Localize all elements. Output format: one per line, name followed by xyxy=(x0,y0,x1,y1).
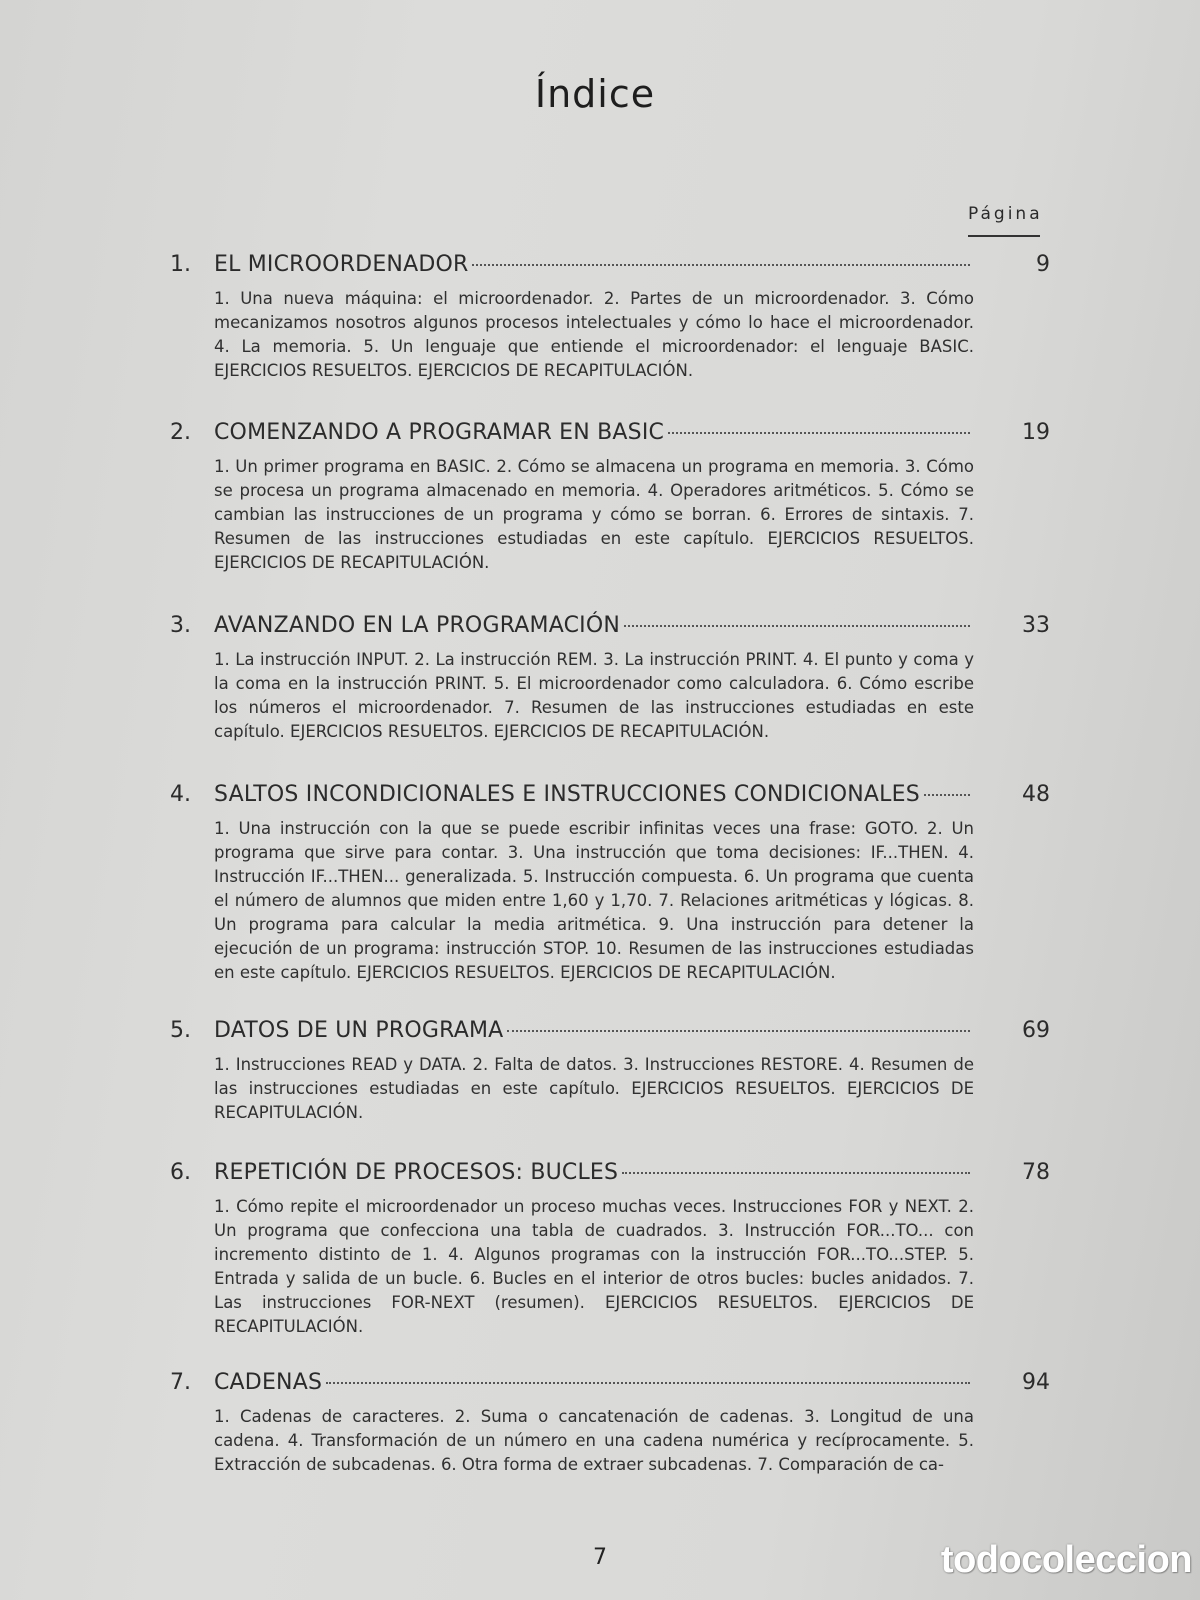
toc-entry-6 xyxy=(170,1160,1050,1339)
toc-entry-title: CADENAS xyxy=(214,1370,323,1395)
dot-leader xyxy=(472,264,970,266)
toc-entry-2 xyxy=(170,420,1050,575)
toc-entry-description: 1. Cómo repite el microordenador un proceso muchas veces. Instrucciones FOR y NEXT. 2. Un programa que confecciona una tabla de cuadrados. 3. Instrucción FOR...TO... con incremento distinto de 1. 4. Algunos programas con la instrucción FOR...TO...STEP. 5. Entrada y salida de un bucle. 6. Bucles en el interior de otros bucles: bucles anidados. 7. Las instrucciones FOR-NEXT (resumen). EJERCICIOS RESUELTOS. EJERCICIOS DE RECAPITULACIÓN. xyxy=(214,1197,974,1336)
toc-entry-title: REPETICIÓN DE PROCESOS: BUCLES xyxy=(214,1160,619,1185)
toc-entry-heading xyxy=(170,782,1050,807)
toc-entry-heading xyxy=(170,420,1050,445)
toc-entry-7 xyxy=(170,1370,1050,1477)
toc-entry-3 xyxy=(170,613,1050,744)
toc-entry-heading xyxy=(170,1370,1050,1395)
toc-entry-number: 4. xyxy=(170,782,191,807)
toc-entry-description: 1. Una instrucción con la que se puede escribir infinitas veces una frase: GOTO. 2. Un programa que sirve para contar. 3. Una instrucción que toma decisiones: IF...THEN. 4. Instrucción IF...THEN... generalizada. 5. Instrucción compuesta. 6. Un programa que cuenta el número de alumnos que miden entre 1,60 y 1,70. 7. Relaciones aritméticas y lógicas. 8. Un programa para calcular la media aritmética. 9. Una instrucción para detener la ejecución de un programa: instrucción STOP. 10. Resumen de las instrucciones estudiadas en este capítulo. EJERCICIOS RESUELTOS. EJERCICIOS DE RECAPITULACIÓN. xyxy=(214,819,974,982)
toc-entry-description: 1. Un primer programa en BASIC. 2. Cómo se almacena un programa en memoria. 3. Cómo se procesa un programa almacenado en memoria. 4. Operadores aritméticos. 5. Cómo se cambian las instrucciones de un programa y cómo se borran. 6. Errores de sintaxis. 7. Resumen de las instrucciones estudiadas en este capítulo. EJERCICIOS RESUELTOS. EJERCICIOS DE RECAPITULACIÓN. xyxy=(214,457,974,572)
toc-entry-page: 78 xyxy=(1022,1160,1050,1185)
dot-leader xyxy=(622,1172,970,1174)
toc-entry-title: EL MICROORDENADOR xyxy=(214,252,469,277)
toc-entry-number: 3. xyxy=(170,613,191,638)
toc-entry-page: 9 xyxy=(1036,252,1050,277)
toc-entry-title: SALTOS INCONDICIONALES E INSTRUCCIONES CONDICIONALES xyxy=(214,782,920,807)
toc-entry-description: 1. Instrucciones READ y DATA. 2. Falta de datos. 3. Instrucciones RESTORE. 4. Resumen de las instrucciones estudiadas en este capítulo. EJERCICIOS RESUELTOS. EJERCICIOS DE RECAPITULACIÓN. xyxy=(214,1055,974,1122)
toc-entry-description: 1. Cadenas de caracteres. 2. Suma o cancatenación de cadenas. 3. Longitud de una cadena. 4. Transformación de un número en una cadena numérica y recíprocamente. 5. Extracción de subcadenas. 6. Otra forma de extraer subcadenas. 7. Comparación de ca- xyxy=(214,1407,974,1474)
toc-entry-number: 1. xyxy=(170,252,191,277)
toc-entry-title: AVANZANDO EN LA PROGRAMACIÓN xyxy=(214,613,621,638)
toc-entry-1 xyxy=(170,252,1050,383)
toc-entry-heading xyxy=(170,1018,1050,1043)
dot-leader xyxy=(326,1382,970,1384)
toc-entry-4 xyxy=(170,782,1050,985)
toc-entry-number: 7. xyxy=(170,1370,191,1395)
page-title: Índice xyxy=(534,72,656,116)
toc-entry-description: 1. Una nueva máquina: el microordenador. 2. Partes de un microordenador. 3. Cómo mecanizamos nosotros algunos procesos intelectuales y cómo lo hace el microordenador. 4. La memoria. 5. Un lenguaje que entiende el microordenador: el lenguaje BASIC. EJERCICIOS RESUELTOS. EJERCICIOS DE RECAPITULACIÓN. xyxy=(214,289,974,380)
toc-entry-page: 94 xyxy=(1022,1370,1050,1395)
toc-entry-number: 5. xyxy=(170,1018,191,1043)
page-number: 7 xyxy=(593,1545,607,1570)
page-column-rule xyxy=(968,235,1040,237)
toc-entry-heading xyxy=(170,613,1050,638)
toc-entry-title: DATOS DE UN PROGRAMA xyxy=(214,1018,504,1043)
toc-entry-number: 2. xyxy=(170,420,191,445)
toc-entry-5 xyxy=(170,1018,1050,1125)
dot-leader xyxy=(668,432,970,434)
toc-entry-heading xyxy=(170,252,1050,277)
dot-leader xyxy=(624,625,970,627)
toc-entry-number: 6. xyxy=(170,1160,191,1185)
toc-entry-page: 48 xyxy=(1022,782,1050,807)
toc-entry-description: 1. La instrucción INPUT. 2. La instrucción REM. 3. La instrucción PRINT. 4. El punto y coma y la coma en la instrucción PRINT. 5. El microordenador como calculadora. 6. Cómo escribe los números el microordenador. 7. Resumen de las instrucciones estudiadas en este capítulo. EJERCICIOS RESUELTOS. EJERCICIOS DE RECAPITULACIÓN. xyxy=(214,650,974,741)
watermark-logo: todocoleccion xyxy=(940,1539,1192,1581)
toc-entry-page: 19 xyxy=(1022,420,1050,445)
dot-leader xyxy=(924,794,970,796)
page-column-header: Página xyxy=(968,204,1043,224)
toc-entry-title: COMENZANDO A PROGRAMAR EN BASIC xyxy=(214,420,665,445)
dot-leader xyxy=(507,1030,970,1032)
toc-entry-page: 69 xyxy=(1022,1018,1050,1043)
toc-entry-page: 33 xyxy=(1022,613,1050,638)
toc-entry-heading xyxy=(170,1160,1050,1185)
